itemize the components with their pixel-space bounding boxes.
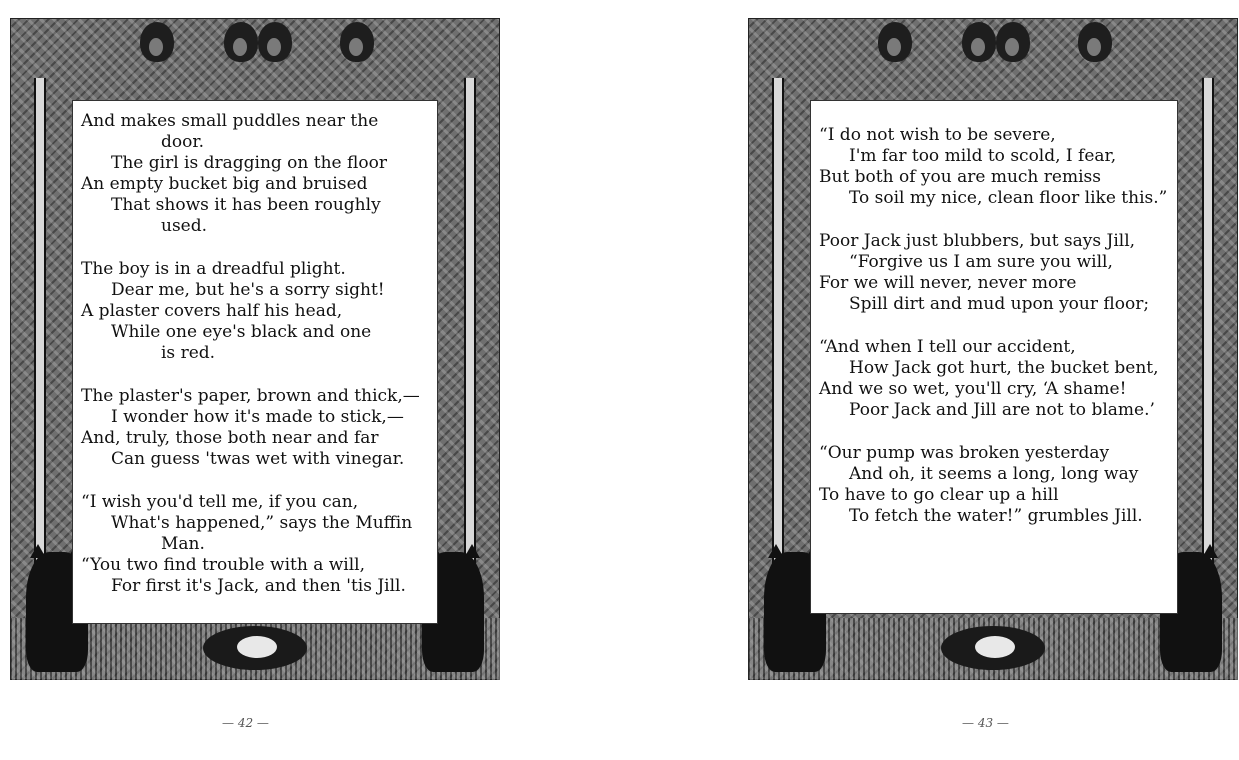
poem-line: What's happened,” says the Muffin: [111, 513, 413, 533]
poem-line: And, truly, those both near and far: [81, 428, 379, 448]
stanza: [819, 337, 1171, 421]
poem-line: And we so wet, you'll cry, ‘A shame!: [819, 379, 1127, 399]
sleeping-cat-illustration: [203, 626, 307, 670]
poem-line: used.: [161, 216, 208, 236]
poem-line: And oh, it seems a long, long way: [849, 464, 1139, 484]
bird-illustration: [258, 22, 292, 62]
poem-line: “I wish you'd tell me, if you can,: [81, 492, 359, 512]
poem-line: The girl is dragging on the floor: [111, 153, 387, 173]
stanza: [81, 259, 431, 364]
poem-line: “Our pump was broken yesterday: [819, 443, 1110, 463]
poem-line: “I do not wish to be severe,: [819, 125, 1056, 145]
poem-line: is red.: [161, 343, 216, 363]
poem-line: That shows it has been roughly: [111, 195, 381, 215]
poem-line: “Forgive us I am sure you will,: [849, 252, 1113, 272]
poem-line: For we will never, never more: [819, 273, 1077, 293]
poem-line: Poor Jack just blubbers, but says Jill,: [819, 231, 1136, 251]
sleeping-cat-illustration: [941, 626, 1045, 670]
poem-line: To fetch the water!” grumbles Jill.: [849, 506, 1143, 526]
poem-panel: [72, 100, 438, 624]
page-number: — 42 —: [222, 716, 269, 730]
poem-text: [819, 125, 1171, 549]
poem-line: How Jack got hurt, the bucket bent,: [849, 358, 1159, 378]
tree-trunk-illustration: [1202, 78, 1214, 578]
poem-line: “You two find trouble with a will,: [81, 555, 365, 575]
poem-line: While one eye's black and one: [111, 322, 372, 342]
poem-line: The plaster's paper, brown and thick,—: [81, 386, 420, 406]
left-page: [10, 18, 500, 680]
bird-illustration: [140, 22, 174, 62]
poem-line: And makes small puddles near the: [81, 111, 379, 131]
poem-line: Dear me, but he's a sorry sight!: [111, 280, 385, 300]
poem-line: Can guess 'twas wet with vinegar.: [111, 449, 405, 469]
poem-text: [81, 111, 431, 619]
stanza: [81, 111, 431, 237]
tree-trunk-illustration: [464, 78, 476, 578]
bird-illustration: [996, 22, 1030, 62]
right-page: [748, 18, 1238, 680]
poem-panel: [810, 100, 1178, 614]
poem-line: To have to go clear up a hill: [819, 485, 1059, 505]
poem-line: But both of you are much remiss: [819, 167, 1101, 187]
stanza: [819, 125, 1171, 209]
poem-line: To soil my nice, clean floor like this.”: [849, 188, 1168, 208]
stanza: [81, 492, 431, 597]
page-number: — 43 —: [962, 716, 1009, 730]
tree-trunk-illustration: [772, 78, 784, 578]
bird-illustration: [340, 22, 374, 62]
poem-line: The boy is in a dreadful plight.: [81, 259, 346, 279]
stanza: [819, 443, 1171, 527]
poem-line: A plaster covers half his head,: [81, 301, 343, 321]
poem-line: Poor Jack and Jill are not to blame.’: [849, 400, 1155, 420]
poem-line: Spill dirt and mud upon your floor;: [849, 294, 1150, 314]
stanza: [81, 386, 431, 470]
tree-trunk-illustration: [34, 78, 46, 578]
poem-line: “And when I tell our accident,: [819, 337, 1076, 357]
poem-line: An empty bucket big and bruised: [81, 174, 368, 194]
poem-line: Man.: [161, 534, 205, 554]
stanza: [819, 231, 1171, 315]
bird-illustration: [1078, 22, 1112, 62]
bird-illustration: [962, 22, 996, 62]
bird-illustration: [224, 22, 258, 62]
poem-line: door.: [161, 132, 205, 152]
poem-line: For first it's Jack, and then 'tis Jill.: [111, 576, 406, 596]
poem-line: I'm far too mild to scold, I fear,: [849, 146, 1117, 166]
bird-illustration: [878, 22, 912, 62]
poem-line: I wonder how it's made to stick,—: [111, 407, 404, 427]
